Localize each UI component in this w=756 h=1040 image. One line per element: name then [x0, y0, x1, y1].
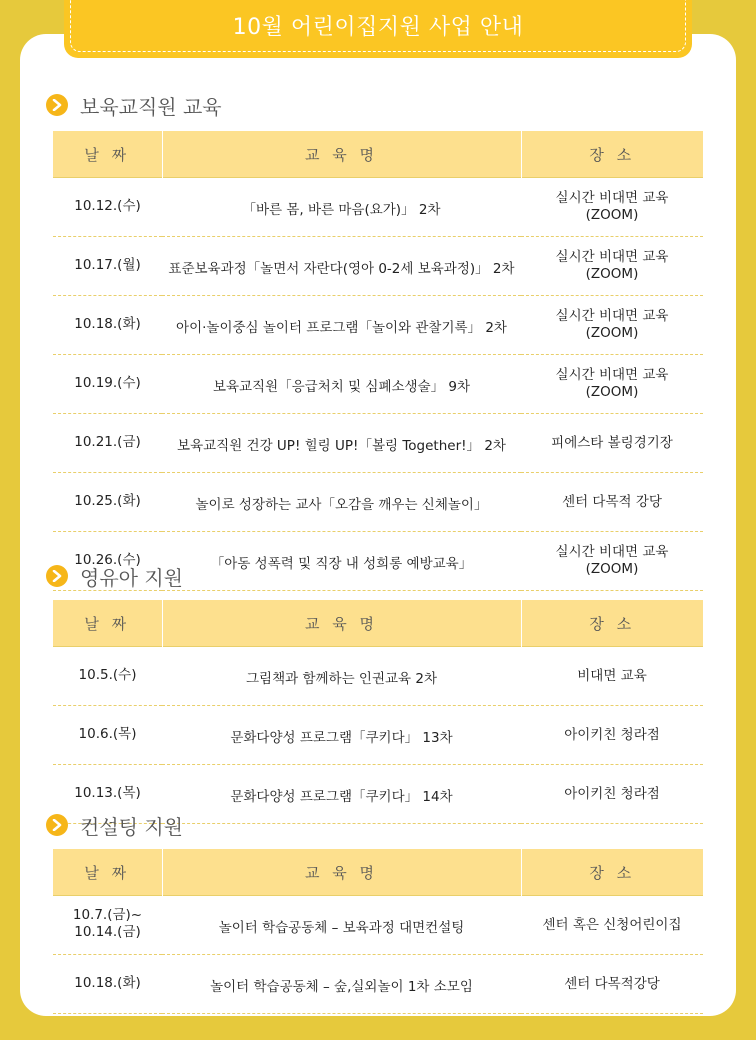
- date-cell: 10.19.(수): [53, 355, 162, 414]
- date-cell: 10.18.(화): [53, 296, 162, 355]
- place-cell: 실시간 비대면 교육 (ZOOM): [521, 237, 703, 296]
- table-row: [53, 647, 703, 706]
- place-cell: 비대면 교육: [521, 647, 703, 706]
- schedule-table: [53, 131, 703, 591]
- section-title: 영유아 지원: [80, 565, 183, 590]
- date-cell: 10.13.(목): [53, 765, 162, 824]
- column-header-place: 장 소: [521, 600, 703, 647]
- program-name-cell: 「바른 몸, 바른 마음(요가)」 2차: [162, 178, 521, 237]
- place-cell: 실시간 비대면 교육 (ZOOM): [521, 178, 703, 237]
- program-name-cell: 보육교직원 건강 UP! 힐링 UP!「볼링 Together!」 2차: [162, 414, 521, 473]
- program-name-cell: 놀이터 학습공동체 – 숲,실외놀이 1차 소모임: [162, 955, 521, 1014]
- table-row: [53, 178, 703, 237]
- date-cell: 10.6.(목): [53, 706, 162, 765]
- section-title: 보육교직원 교육: [80, 94, 222, 119]
- date-cell: 10.18.(화): [53, 955, 162, 1014]
- program-name-cell: 놀이로 성장하는 교사「오감을 깨우는 신체놀이」: [162, 473, 521, 532]
- date-cell: 10.17.(월): [53, 237, 162, 296]
- program-name-cell: 그림책과 함께하는 인권교육 2차: [162, 647, 521, 706]
- date-cell: 10.12.(수): [53, 178, 162, 237]
- table-row: [53, 237, 703, 296]
- date-cell: 10.26.(수): [53, 532, 162, 591]
- schedule-table: [53, 600, 703, 824]
- chevron-right-icon: [46, 565, 68, 587]
- program-name-cell: 보육교직원「응급처치 및 심폐소생술」 9차: [162, 355, 521, 414]
- column-header-program: 교 육 명: [162, 131, 521, 178]
- place-cell: 실시간 비대면 교육 (ZOOM): [521, 355, 703, 414]
- program-name-cell: 문화다양성 프로그램「쿠키다」 14차: [162, 765, 521, 824]
- place-cell: 실시간 비대면 교육 (ZOOM): [521, 532, 703, 591]
- table-row: [53, 296, 703, 355]
- table-row: [53, 896, 703, 955]
- date-cell: 10.5.(수): [53, 647, 162, 706]
- place-cell: 아이키친 청라점: [521, 706, 703, 765]
- table-row: [53, 473, 703, 532]
- program-name-cell: 아이·놀이중심 놀이터 프로그램「놀이와 관찰기록」 2차: [162, 296, 521, 355]
- column-header-date: 날 짜: [53, 600, 162, 647]
- section-title: 컨설팅 지원: [80, 814, 183, 839]
- column-header-date: 날 짜: [53, 849, 162, 896]
- table-row: [53, 706, 703, 765]
- column-header-program: 교 육 명: [162, 600, 521, 647]
- place-cell: 피에스타 볼링경기장: [521, 414, 703, 473]
- column-header-place: 장 소: [521, 849, 703, 896]
- page-title: 10월 어린이집지원 사업 안내: [232, 15, 524, 40]
- place-cell: 센터 혹은 신청어린이집: [521, 896, 703, 955]
- date-cell: 10.7.(금)~ 10.14.(금): [53, 896, 162, 955]
- title-banner: [64, 0, 692, 58]
- chevron-right-icon: [46, 814, 68, 836]
- date-cell: 10.25.(화): [53, 473, 162, 532]
- place-cell: 센터 다목적강당: [521, 955, 703, 1014]
- section-header-teacher-education: [46, 90, 222, 120]
- program-name-cell: 「아동 성폭력 및 직장 내 성희롱 예방교육」: [162, 532, 521, 591]
- schedule-table: [53, 849, 703, 1014]
- table-row: [53, 414, 703, 473]
- column-header-program: 교 육 명: [162, 849, 521, 896]
- program-name-cell: 놀이터 학습공동체 – 보육과정 대면컨설팅: [162, 896, 521, 955]
- column-header-place: 장 소: [521, 131, 703, 178]
- table-row: [53, 955, 703, 1014]
- program-name-cell: 표준보육과정「놀면서 자란다(영아 0-2세 보육과정)」 2차: [162, 237, 521, 296]
- table-row: [53, 355, 703, 414]
- date-cell: 10.21.(금): [53, 414, 162, 473]
- section-header-infant-support: [46, 561, 183, 591]
- program-name-cell: 문화다양성 프로그램「쿠키다」 13차: [162, 706, 521, 765]
- section-header-consulting: [46, 810, 183, 840]
- chevron-right-icon: [46, 94, 68, 116]
- place-cell: 실시간 비대면 교육 (ZOOM): [521, 296, 703, 355]
- place-cell: 아이키친 청라점: [521, 765, 703, 824]
- place-cell: 센터 다목적 강당: [521, 473, 703, 532]
- column-header-date: 날 짜: [53, 131, 162, 178]
